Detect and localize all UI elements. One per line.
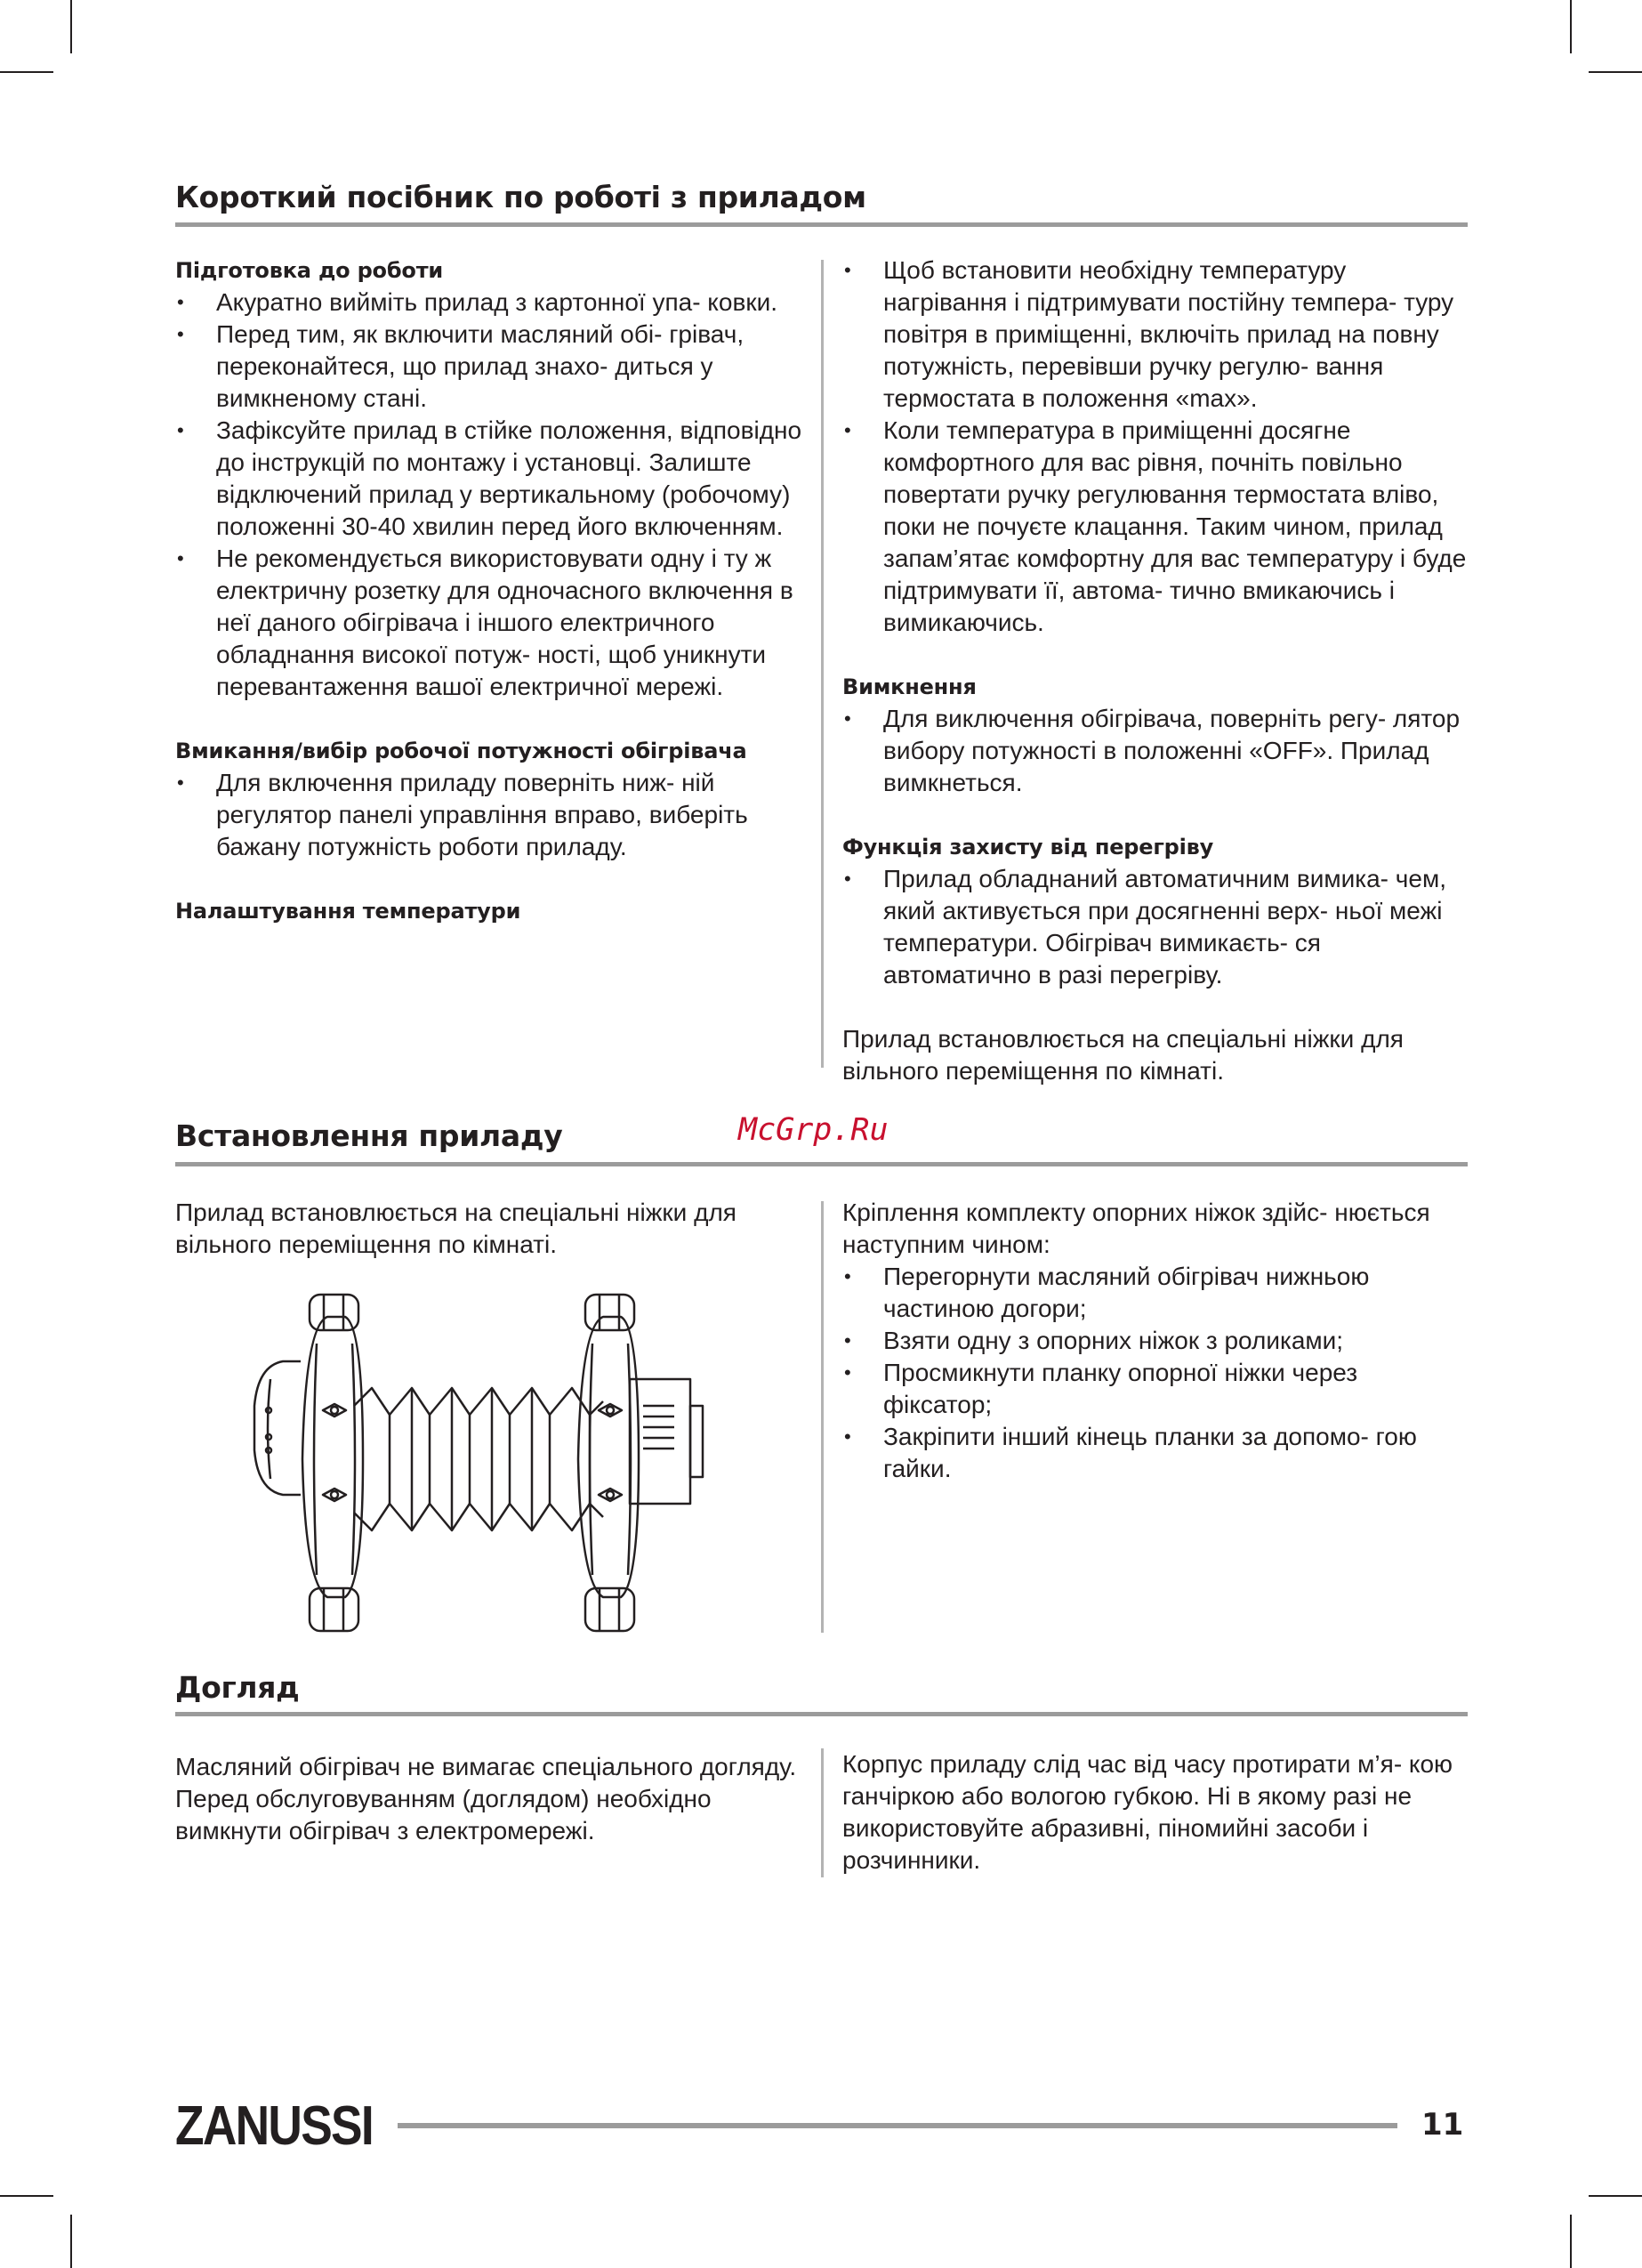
care-paragraph: Корпус приладу слід час від часу протирати м’я- кою ганчіркою або вологою губкою. Ні в якому разі не використовуйте абразивні, піномийні засоби і розчинники.: [842, 1750, 1453, 1874]
list-item: • Прилад обладнаний автоматичним вимика- чем, який активується при досягненні верх- ньої межі температури. Обігрівач вимикаєть- ся автоматично в разі перегріву.: [842, 863, 1468, 991]
list-item: • Перегорнути масляний обігрівач нижньою частиною догори;: [842, 1261, 1468, 1325]
zanussi-logo: ZANUSSI: [175, 2095, 374, 2157]
installation-title: Встановлення приладу: [175, 1118, 563, 1153]
footer-rule: [398, 2123, 1397, 2128]
preparation-list: [175, 287, 807, 703]
overheat-list: [842, 863, 1468, 991]
section-rule: [175, 1712, 1468, 1716]
mount-steps-list: [842, 1261, 1468, 1485]
crop-mark: [70, 2215, 72, 2268]
switch-off-heading: Вимкнення: [842, 674, 977, 699]
section-rule: [175, 1162, 1468, 1166]
watermark: McGrp.Ru: [738, 1112, 889, 1148]
care-right-column: [842, 1748, 1468, 1877]
list-item: • Просмикнути планку опорної ніжки через фіксатор;: [842, 1357, 1468, 1421]
crop-mark: [0, 71, 53, 73]
temperature-heading: Налаштування температури: [175, 899, 521, 924]
list-item: • Щоб встановити необхідну температуру нагрівання і підтримувати постійну темпера- туру повітря в приміщенні, включіть прилад на повну потужність, перевівши ручку регулю- вання термостата в положення «max».: [842, 254, 1468, 415]
quick-guide-right-column: [842, 254, 1468, 1087]
crop-mark: [1570, 2215, 1572, 2268]
installation-right-column: [842, 1197, 1468, 1485]
power-heading: Вмикання/вибір робочої потужності обігрівача: [175, 739, 747, 763]
list-item: • Перед тим, як включити масляний обі- грівач, переконайтеся, що прилад знахо- диться у вимкненому стані.: [175, 319, 807, 415]
list-item: • Закріпити інший кінець планки за допомо- гою гайки.: [842, 1421, 1468, 1485]
control-box-left: [254, 1361, 301, 1495]
column-divider: [821, 1201, 824, 1633]
list-item: • Зафіксуйте прилад в стійке положення, відповідно до інструкцій по монтажу і установці. Залиште відключений прилад у вертикальному (робочому) положенні 30-40 хвилин перед його включенням.: [175, 415, 807, 543]
care-left-column: [175, 1751, 807, 1847]
overheat-heading: Функція захисту від перегріву: [842, 835, 1214, 860]
care-paragraph: Масляний обігрівач не вимагає спеціального догляду.: [175, 1753, 797, 1780]
care-paragraph: Перед обслуговуванням (доглядом) необхідно вимкнути обігрівач з електромережі.: [175, 1785, 712, 1844]
list-item: • Для виключення обігрівача, поверніть регу- лятор вибору потужності в положенні «OFF». Прилад вимкнеться.: [842, 703, 1468, 799]
heater-fins: [354, 1388, 603, 1415]
crop-mark: [1589, 2195, 1642, 2197]
list-item: • Не рекомендується використовувати одну і ту ж електричну розетку для одночасного включення в неї даного обігрівача і іншого електричного обладнання високої потуж- ності, щоб уникнути перевантаження вашої електричної мережі.: [175, 543, 807, 703]
crop-mark: [70, 0, 72, 53]
installation-left-column: [175, 1197, 807, 1261]
quick-guide-left-column: [175, 254, 807, 927]
list-item: • Для включення приладу поверніть ниж- ній регулятор панелі управління вправо, виберіть бажану потужність роботи приладу.: [175, 767, 807, 863]
page-number: 11: [1421, 2107, 1464, 2143]
preparation-heading: Підготовка до роботи: [175, 258, 444, 283]
installation-intro: Прилад встановлюється на спеціальні ніжки для вільного переміщення по кімнаті.: [175, 1199, 736, 1258]
section-rule: [175, 222, 1468, 227]
crop-mark: [0, 2195, 53, 2197]
quick-guide-title: Короткий посібник по роботі з приладом: [175, 180, 866, 214]
care-title: Догляд: [175, 1670, 300, 1705]
switch-off-list: [842, 703, 1468, 799]
list-item: • Акуратно вийміть прилад з картонної упа- ковки.: [175, 287, 807, 319]
column-divider: [821, 260, 824, 1068]
crop-mark: [1570, 0, 1572, 53]
mount-intro: Кріплення комплекту опорних ніжок здійс- нюється наступним чином:: [842, 1199, 1430, 1258]
list-item: • Коли температура в приміщенні досягне комфортного для вас рівня, почніть повільно повертати ручку регулювання термостата вліво, поки не почуєте клацання. Таким чином, прилад запам’ятає комфортну для вас температуру і буде підтримувати її, автома- тично вмикаючись і вимикаючись.: [842, 415, 1468, 639]
column-divider: [821, 1748, 824, 1877]
closing-note: Прилад встановлюється на спеціальні ніжки для вільного переміщення по кімнаті.: [842, 1025, 1404, 1085]
crop-mark: [1589, 71, 1642, 73]
power-list: [175, 767, 807, 863]
heater-illustration: [238, 1290, 736, 1646]
temperature-list: [842, 254, 1468, 639]
list-item: • Взяти одну з опорних ніжок з роликами;: [842, 1325, 1468, 1357]
